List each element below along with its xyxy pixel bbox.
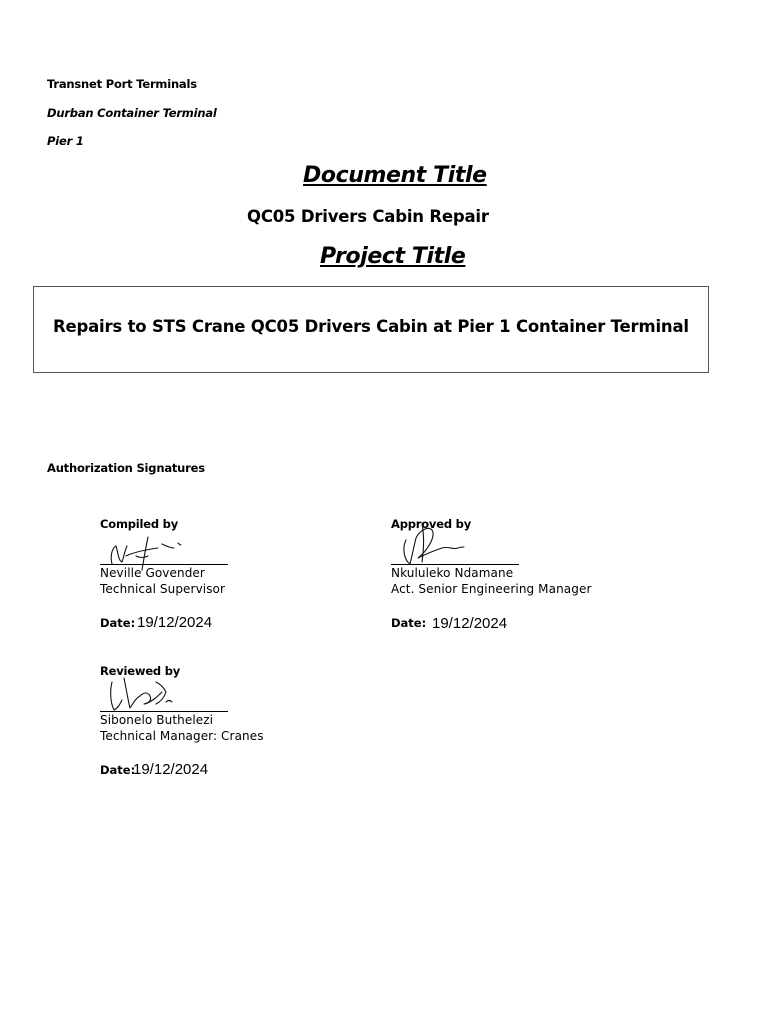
compiled-by-position: Technical Supervisor bbox=[100, 582, 226, 596]
approved-by-date-label: Date: bbox=[391, 616, 427, 630]
terminal-name: Durban Container Terminal bbox=[47, 106, 217, 120]
reviewed-by-position: Technical Manager: Cranes bbox=[100, 729, 264, 743]
reviewed-by-signature bbox=[100, 672, 190, 714]
reviewed-by-signature-line bbox=[100, 711, 228, 712]
document-title: QC05 Drivers Cabin Repair bbox=[247, 207, 489, 226]
approved-by-signature bbox=[392, 520, 482, 568]
compiled-by-date: 19/12/2024 bbox=[137, 614, 213, 631]
reviewed-by-date-label: Date: bbox=[100, 763, 136, 777]
reviewed-by-name: Sibonelo Buthelezi bbox=[100, 713, 214, 727]
organization-name: Transnet Port Terminals bbox=[47, 77, 197, 91]
approved-by-signature-line bbox=[391, 564, 519, 565]
reviewed-by-label: Reviewed by bbox=[100, 664, 181, 678]
approved-by-label: Approved by bbox=[391, 517, 471, 531]
project-title-heading: Project Title bbox=[320, 244, 466, 269]
compiled-by-label: Compiled by bbox=[100, 517, 179, 531]
pier-name: Pier 1 bbox=[47, 134, 84, 148]
approved-by-position: Act. Senior Engineering Manager bbox=[391, 582, 592, 596]
approved-by-date: 19/12/2024 bbox=[432, 615, 508, 632]
approved-by-name: Nkululeko Ndamane bbox=[391, 566, 514, 580]
compiled-by-date-label: Date: bbox=[100, 616, 136, 630]
document-title-heading: Document Title bbox=[303, 163, 487, 188]
project-title-box bbox=[33, 286, 709, 373]
project-title: Repairs to STS Crane QC05 Drivers Cabin at Pier 1 Container Terminal bbox=[53, 317, 689, 336]
compiled-by-signature-line bbox=[100, 564, 228, 565]
compiled-by-name: Neville Govender bbox=[100, 566, 205, 580]
authorization-heading: Authorization Signatures bbox=[47, 461, 205, 475]
reviewed-by-date: 19/12/2024 bbox=[133, 761, 209, 778]
